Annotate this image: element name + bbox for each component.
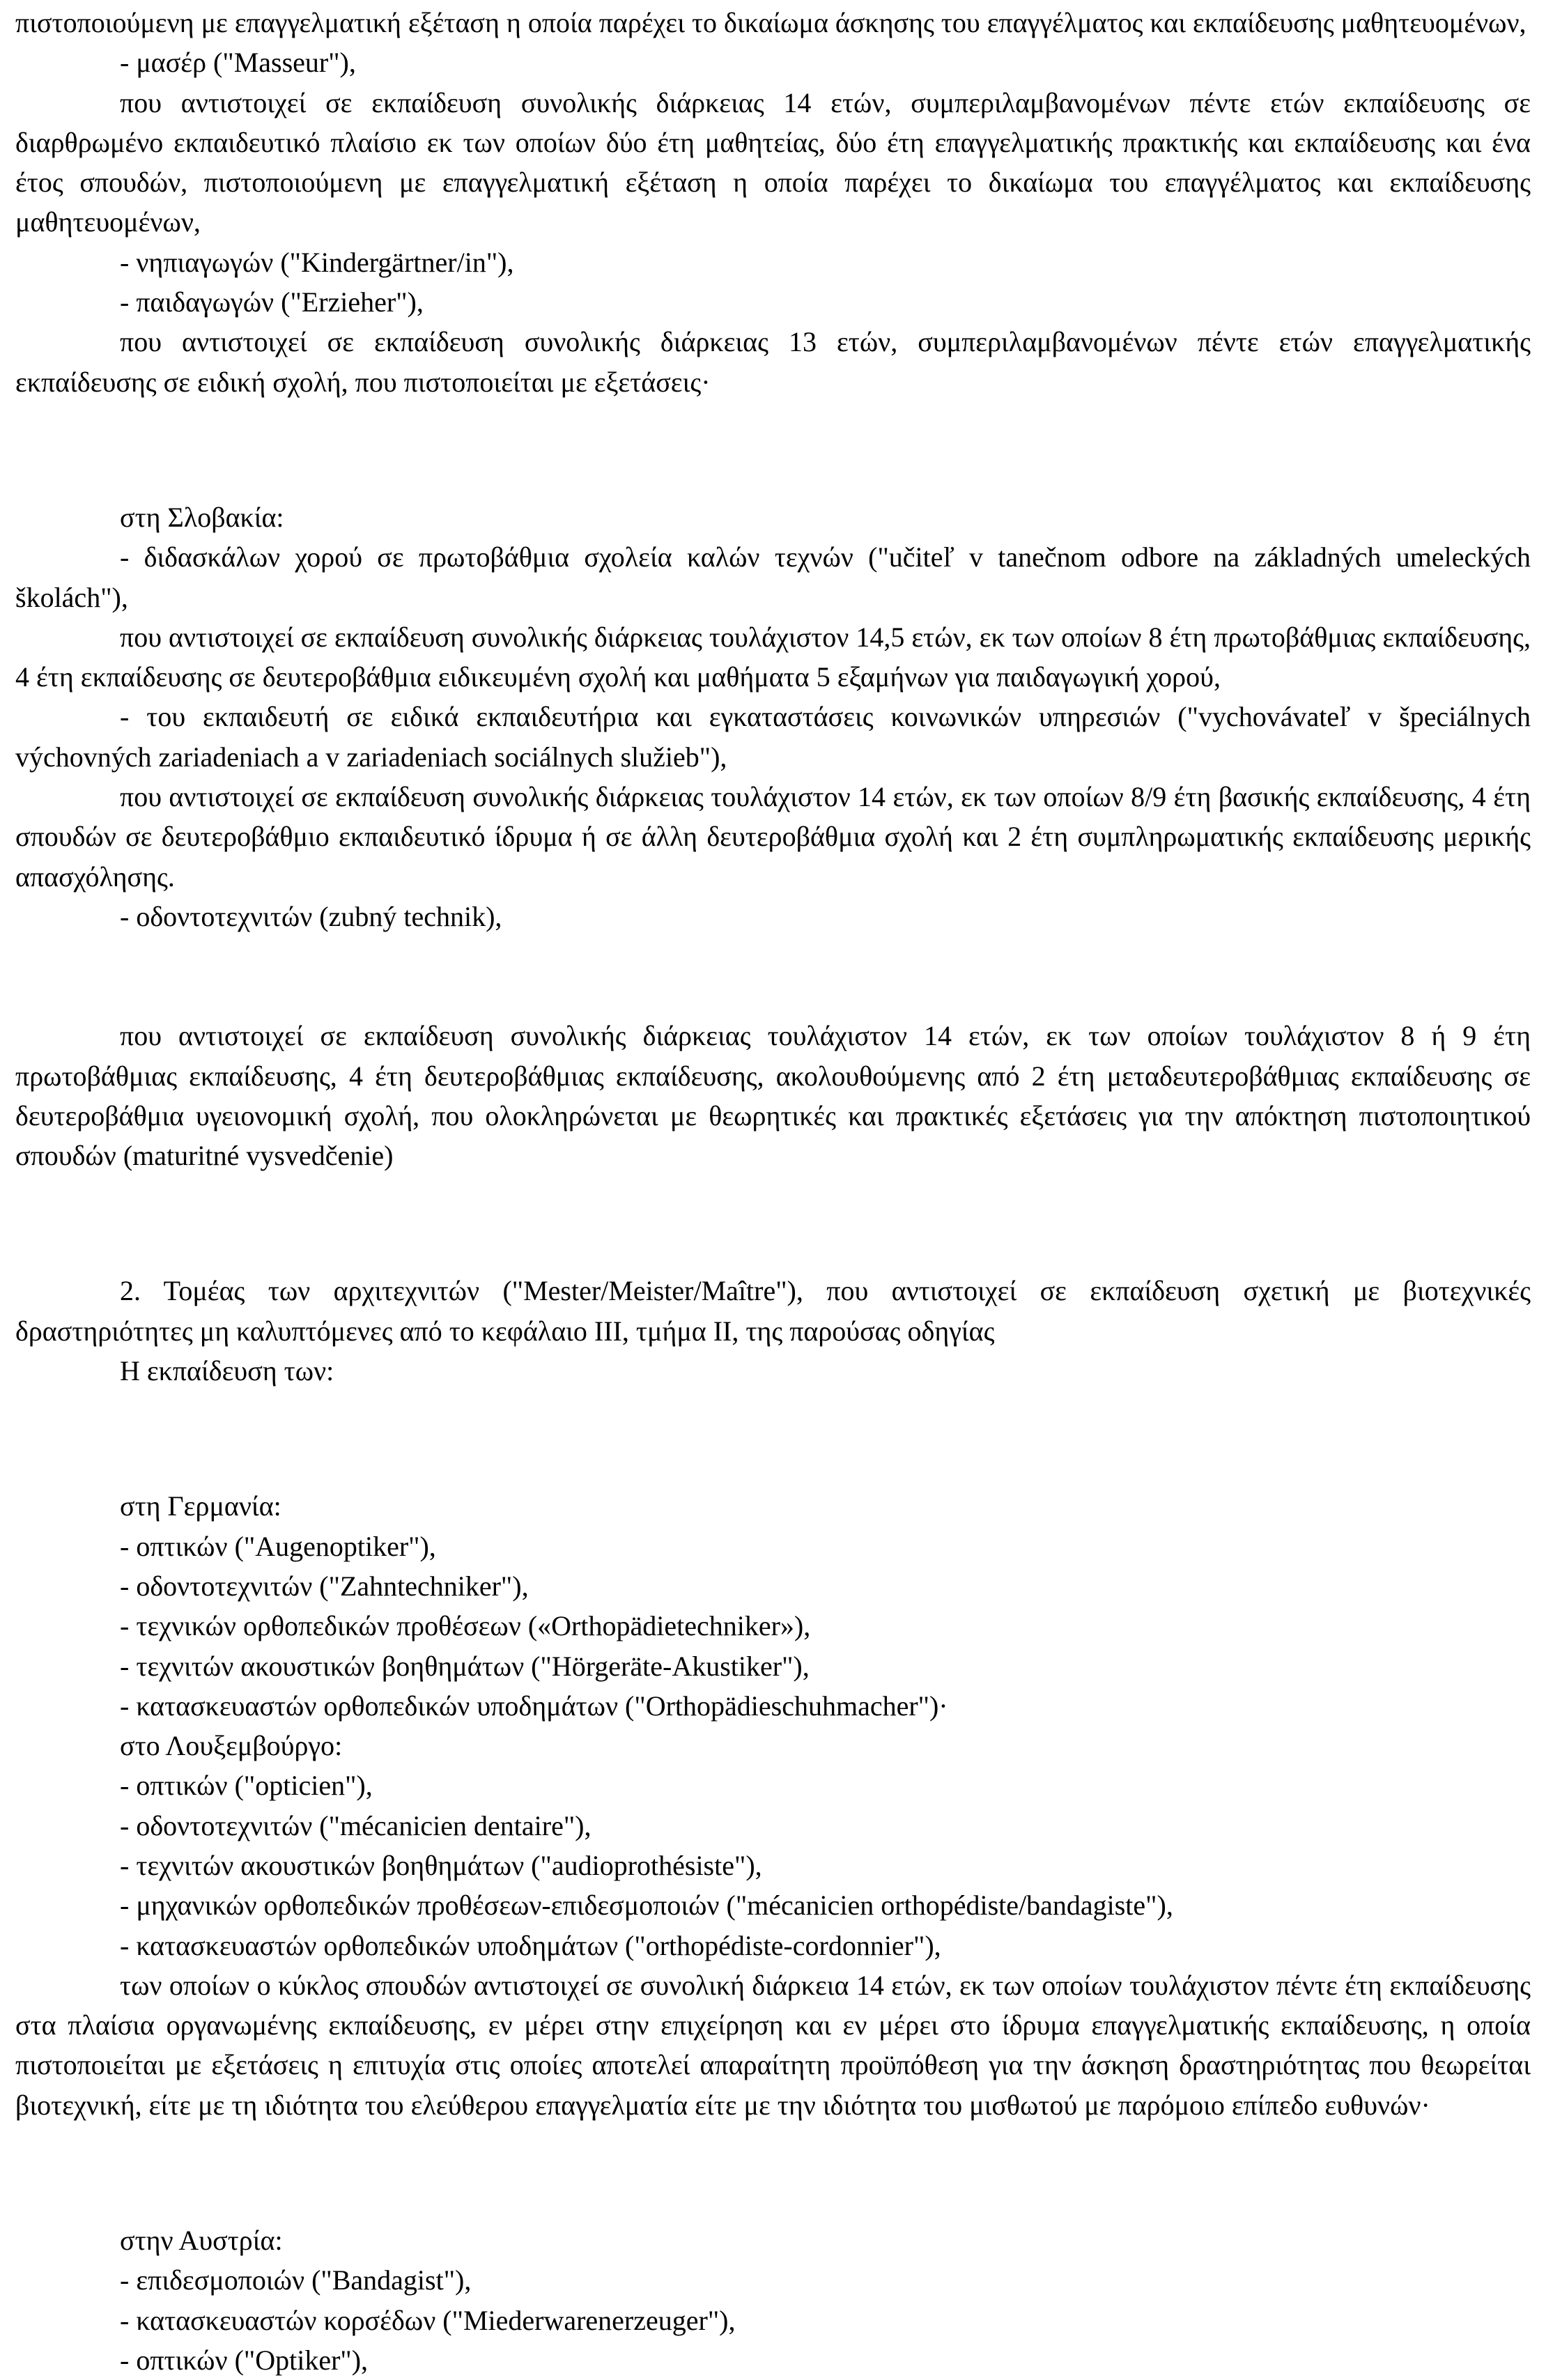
paragraph: - οδοντοτεχνιτών ("mécanicien dentaire"), [120, 1809, 592, 1841]
paragraph-spacer [15, 430, 1531, 470]
paragraph: - μηχανικών ορθοπεδικών προθέσεων-επιδεσμοποιών ("mécanicien orthopédiste/bandagiste"), [120, 1890, 1173, 1922]
paragraph-spacer [15, 1419, 1531, 1458]
paragraph: - κατασκευαστών ορθοπεδικών υποδημάτων ("Orthopädieschuhmacher")· [120, 1690, 948, 1722]
paragraph: - μασέρ ("Masseur"), [120, 47, 356, 79]
paragraph: - τεχνικών ορθοπεδικών προθέσεων («Orthopädietechniker»), [120, 1610, 811, 1642]
paragraph: - τεχνιτών ακουστικών βοηθημάτων ("Hörgeräte-Akustiker"), [120, 1650, 810, 1682]
paragraph: - επιδεσμοποιών ("Bandagist"), [120, 2264, 472, 2296]
paragraph: των οποίων ο κύκλος σπουδών αντιστοιχεί σε συνολική διάρκεια 14 ετών, εκ των οποίων τουλάχιστον πέντε έτη εκπαίδευσης στα πλαίσια οργανωμένης εκπαίδευσης, εν μέρει στην επιχείρηση και εν μέρει στο ίδρυμα επαγγελματικής εκπαίδευσης, η οποία πιστοποιείται με εξετάσεις η επιτυχία στις οποίες αποτελεί απαραίτητη προϋπόθεση για την άσκηση δραστηριότητας που θεωρείται βιοτεχνική, είτε με τη ιδιότητα του ελεύθερου επαγγελματία είτε με την ιδιότητα του μισθωτού με παρόμοιο επίπεδο ευθυνών· [15, 1969, 1531, 2121]
paragraph: - οδοντοτεχνιτών (zubný technik), [120, 900, 502, 932]
paragraph: που αντιστοιχεί σε εκπαίδευση συνολικής διάρκειας 14 ετών, συμπεριλαμβανομένων πέντε ετών εκπαίδευσης σε διαρθρωμένο εκπαιδευτικό πλαίσιο εκ των οποίων δύο έτη μαθητείας, δύο έτη επαγγελματικής πρακτικής και εκπαίδευσης και ένα έτος σπουδών, πιστοποιούμενη με επαγγελματική εξέταση η οποία παρέχει το δικαίωμα του επαγγέλματος και εκπαίδευσης μαθητευομένων, [15, 86, 1531, 238]
paragraph-spacer [15, 1203, 1531, 1243]
paragraph: - παιδαγωγών ("Erzieher"), [120, 286, 424, 318]
paragraph: που αντιστοιχεί σε εκπαίδευση συνολικής διάρκειας τουλάχιστον 14 ετών, εκ των οποίων τουλάχιστον 8 ή 9 έτη πρωτοβάθμιας εκπαίδευσης, 4 έτη δευτεροβάθμιας εκπαίδευσης, ακολουθούμενης από 2 έτη μεταδευτεροβάθμιας εκπαίδευσης σε δευτεροβάθμια υγειονομική σχολή, που ολοκληρώνεται με θεωρητικές και πρακτικές εξετάσεις για την απόκτηση πιστοποιητικού σπουδών (maturitné vysvedčenie) [15, 1020, 1531, 1172]
paragraph: πιστοποιούμενη με επαγγελματική εξέταση η οποία παρέχει το δικαίωμα άσκησης του επαγγέλματος και εκπαίδευσης μαθητευομένων, [15, 7, 1526, 38]
paragraph: - οπτικών ("Optiker"), [120, 2344, 369, 2376]
paragraph: στην Αυστρία: [120, 2225, 283, 2257]
paragraph: που αντιστοιχεί σε εκπαίδευση συνολικής διάρκειας τουλάχιστον 14,5 ετών, εκ των οποίων 8 έτη πρωτοβάθμιας εκπαίδευσης, 4 έτη εκπαίδευσης σε δευτεροβάθμια ειδικευμένη σχολή και μαθήματα 5 εξαμήνων για παιδαγωγική χορού, [15, 621, 1531, 693]
paragraph: - οπτικών ("Augenoptiker"), [120, 1530, 436, 1562]
paragraph: - του εκπαιδευτή σε ειδικά εκπαιδευτήρια και εγκαταστάσεις κοινωνικών υπηρεσιών ("vychovávateľ v špeciálnych výchovných zariadeniach a v zariadeniach sociálnych služieb"), [15, 701, 1531, 773]
paragraph: στο Λουξεμβούργο: [120, 1730, 343, 1762]
paragraph: Η εκπαίδευση των: [120, 1355, 334, 1387]
paragraph: - οδοντοτεχνιτών ("Zahntechniker"), [120, 1570, 529, 1602]
paragraph: που αντιστοιχεί σε εκπαίδευση συνολικής διάρκειας τουλάχιστον 14 ετών, εκ των οποίων 8/9 έτη βασικής εκπαίδευσης, 4 έτη σπουδών σε δευτεροβάθμιο εκπαιδευτικό ίδρυμα ή σε άλλη δευτεροβάθμια σχολή και 2 έτη συμπληρωματικής εκπαίδευσης μερικής απασχόλησης. [15, 781, 1531, 892]
paragraph: 2. Τομέας των αρχιτεχνιτών ("Mester/Meister/Maître"), που αντιστοιχεί σε εκπαίδευση σχετική με βιοτεχνικές δραστηριότητες μη καλυπτόμενες από το κεφάλαιο III, τμήμα II, της παρούσας οδηγίας [15, 1275, 1531, 1347]
paragraph: - οπτικών ("opticien"), [120, 1770, 373, 1802]
paragraph: - νηπιαγωγών ("Kindergärtner/in"), [120, 246, 514, 278]
paragraph-spacer [15, 2153, 1531, 2193]
paragraph: - κατασκευαστών κορσέδων ("Miederwarenerzeuger"), [120, 2304, 736, 2336]
paragraph: - διδασκάλων χορού σε πρωτοβάθμια σχολεία καλών τεχνών ("učiteľ v tanečnom odbore na základných umeleckých školách"), [15, 541, 1531, 613]
paragraph: - κατασκευαστών ορθοπεδικών υποδημάτων ("orthopédiste-cordonnier"), [120, 1929, 941, 1961]
paragraph-spacer [15, 964, 1531, 988]
paragraph: στη Γερμανία: [120, 1490, 281, 1522]
paragraph: - τεχνιτών ακουστικών βοηθημάτων ("audioprothésiste"), [120, 1849, 762, 1881]
paragraph: στη Σλοβακία: [120, 501, 284, 533]
paragraph: που αντιστοιχεί σε εκπαίδευση συνολικής διάρκειας 13 ετών, συμπεριλαμβανομένων πέντε ετών επαγγελματικής εκπαίδευσης σε ειδική σχολή, που πιστοποιείται με εξετάσεις· [15, 326, 1531, 398]
